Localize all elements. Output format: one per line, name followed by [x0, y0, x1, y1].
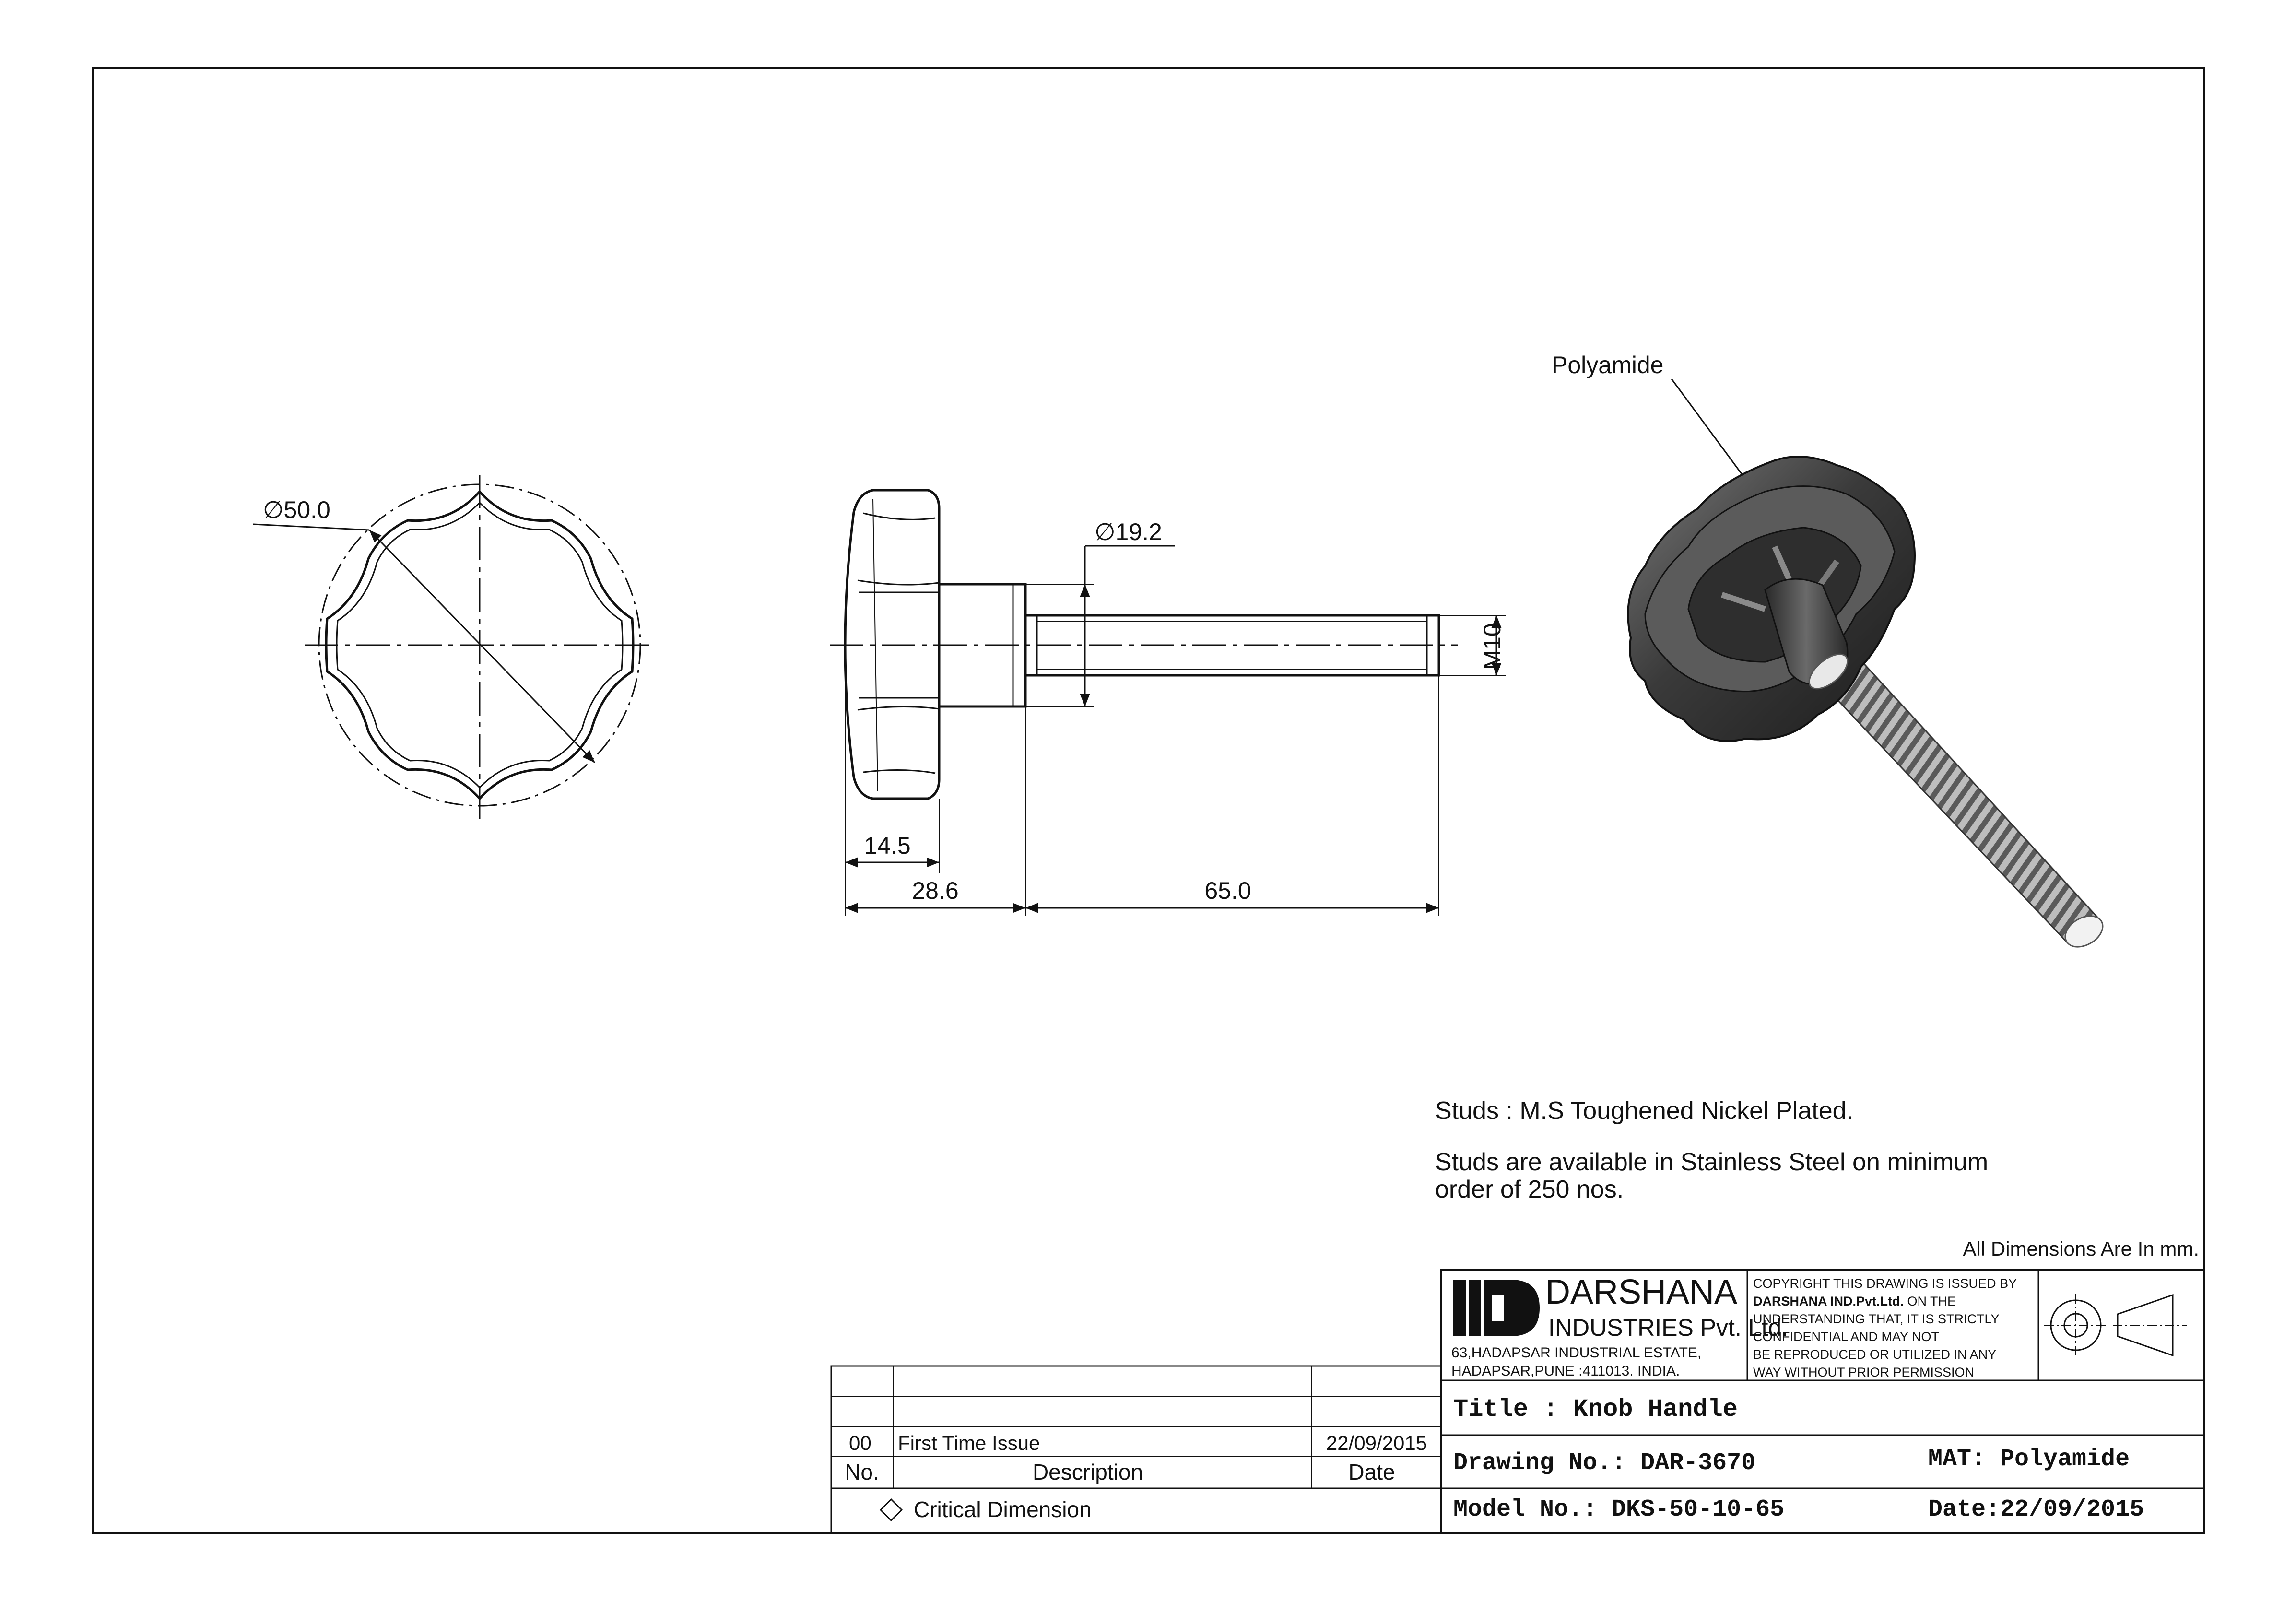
knob-rib-1	[863, 513, 935, 519]
dim-overall-head: 28.6	[912, 877, 959, 904]
rev-header-date: Date	[1348, 1460, 1395, 1484]
isometric-view	[1628, 379, 2108, 953]
front-view	[253, 475, 655, 823]
drawing-number: Drawing No.: DAR-3670	[1453, 1449, 1756, 1477]
copyright-line-6: WAY WITHOUT PRIOR PERMISSION	[1753, 1365, 1975, 1379]
drawing-date: Date:22/09/2015	[1928, 1496, 2144, 1523]
dim-knob-thickness: 14.5	[864, 832, 911, 859]
iso-thread	[1808, 647, 2101, 942]
diameter-dim-line	[369, 530, 595, 763]
rev-description: First Time Issue	[898, 1432, 1040, 1454]
rev-no: 00	[849, 1432, 871, 1454]
note-units: All Dimensions Are In mm.	[1963, 1237, 2199, 1260]
copyright-company: DARSHANA IND.Pvt.Ltd.	[1753, 1294, 1904, 1308]
copyright-line-1: COPYRIGHT THIS DRAWING IS ISSUED BY	[1753, 1276, 2017, 1291]
copyright-line-5: BE REPRODUCED OR UTILIZED IN ANY	[1753, 1347, 1997, 1362]
company-logo	[1453, 1280, 1540, 1336]
rev-date: 22/09/2015	[1326, 1432, 1427, 1454]
drawing-title: Title : Knob Handle	[1453, 1395, 1738, 1424]
dim-thread: M10	[1479, 623, 1506, 670]
copyright-line-2	[1753, 1294, 1956, 1308]
drawing-material: MAT: Polyamide	[1928, 1446, 2130, 1473]
note-stainless-1: Studs are available in Stainless Steel on minimum	[1435, 1148, 1989, 1176]
rev-header-no: No.	[845, 1460, 879, 1484]
company-address-2: HADAPSAR,PUNE :411013. INDIA.	[1451, 1363, 1680, 1379]
dim-hub-diameter: ∅19.2	[1095, 518, 1162, 545]
iso-stud	[1808, 647, 2108, 953]
dim-outer-diameter: ∅50.0	[263, 496, 330, 523]
side-view	[830, 490, 1506, 916]
material-leader	[1672, 379, 1746, 480]
knob-rib-2	[858, 580, 939, 585]
critical-dimension-diamond-icon	[881, 1499, 902, 1520]
model-number: Model No.: DKS-50-10-65	[1453, 1496, 1785, 1523]
copyright-line-3: UNDERSTANDING THAT, IT IS STRICTLY	[1753, 1312, 2000, 1326]
company-name: DARSHANA	[1545, 1273, 1738, 1311]
rev-header-description: Description	[1032, 1460, 1143, 1484]
knob-rib-6	[863, 770, 935, 773]
diameter-leader	[253, 524, 369, 530]
note-studs-material: Studs : M.S Toughened Nickel Plated.	[1435, 1097, 1853, 1125]
copyright-line-4: CONFIDENTIAL AND MAY NOT	[1753, 1330, 1940, 1344]
company-subname: INDUSTRIES Pvt. Ltd.	[1548, 1314, 1789, 1341]
material-callout: Polyamide	[1552, 352, 1664, 378]
dim-stud-length: 65.0	[1204, 877, 1251, 904]
knob-rib-5	[858, 706, 939, 710]
company-address-1: 63,HADAPSAR INDUSTRIAL ESTATE,	[1451, 1345, 1702, 1361]
copyright-line-2-rest: ON THE	[1904, 1294, 1956, 1308]
note-stainless-2: order of 250 nos.	[1435, 1176, 1624, 1203]
critical-dimension-legend: Critical Dimension	[914, 1497, 1092, 1522]
